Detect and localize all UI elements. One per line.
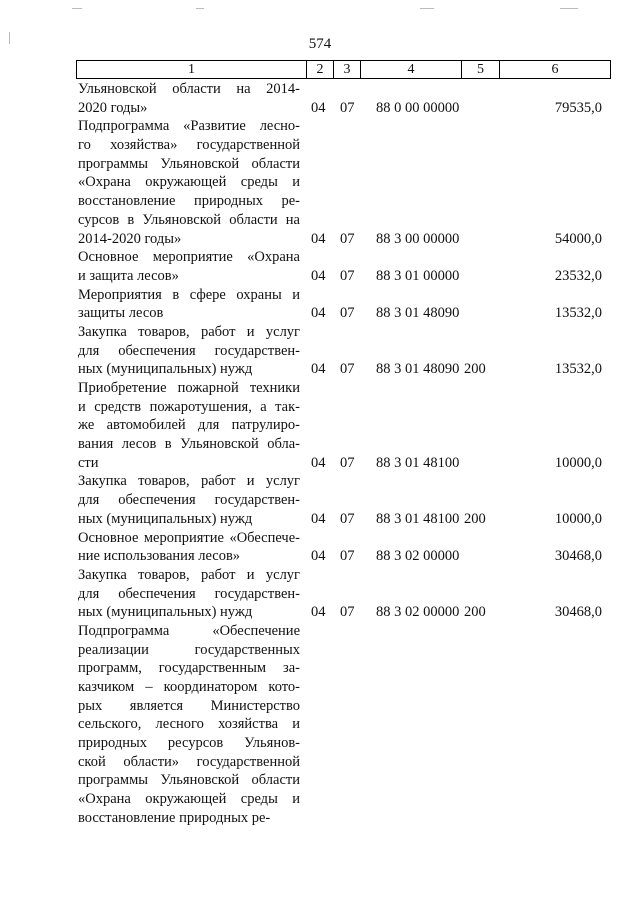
- description-line: Закупка товаров, работ и услуг: [78, 323, 300, 340]
- description-line: и защита лесов»: [78, 267, 179, 284]
- target-article-code: 88 3 02 00000: [376, 604, 460, 621]
- section-code: 04: [311, 361, 326, 378]
- amount-value: 23532,0: [554, 267, 602, 284]
- subsection-code: 07: [340, 454, 355, 471]
- description-line: реализации государственных: [78, 641, 300, 658]
- description-line: сельского, лесного хозяйства и: [78, 716, 300, 733]
- description-line: Ульяновской области на 2014-: [78, 81, 300, 97]
- table-row: [78, 80, 608, 117]
- row-codes: [78, 809, 608, 828]
- section-code: 04: [311, 548, 326, 565]
- row-codes: [78, 304, 608, 323]
- description-line: ние использования лесов»: [78, 548, 241, 565]
- description-line: программы Ульяновской области: [78, 772, 300, 789]
- target-article-code: 88 3 02 00000: [376, 548, 460, 565]
- description-line: защиты лесов: [78, 305, 164, 322]
- row-codes: [78, 267, 608, 286]
- description-line: же автомобилей для патрулиро-: [78, 417, 300, 434]
- description-line: восстановление природных ре-: [78, 809, 271, 826]
- target-article-code: 88 3 01 48100: [376, 510, 460, 527]
- description-line: восстановление природных ре-: [78, 193, 300, 210]
- description-line: го хозяйства» государственной: [78, 137, 300, 154]
- row-codes: [78, 360, 608, 379]
- description-line: 2014-2020 годы»: [78, 230, 182, 247]
- section-code: 04: [311, 305, 326, 322]
- amount-value: 10000,0: [554, 510, 602, 527]
- column-header-4: 4: [361, 61, 462, 79]
- description-line: сти: [78, 454, 99, 471]
- description-line: Мероприятия в сфере охраны и: [78, 286, 300, 303]
- amount-value: 30468,0: [554, 548, 602, 565]
- row-codes: [78, 230, 608, 249]
- row-codes: [78, 99, 608, 118]
- description-line: ных (муниципальных) нужд: [78, 510, 253, 527]
- subsection-code: 07: [340, 604, 355, 621]
- description-line: для обеспечения государствен-: [78, 492, 300, 509]
- target-article-code: 88 3 00 00000: [376, 230, 460, 247]
- section-code: 04: [311, 604, 326, 621]
- subsection-code: 07: [340, 548, 355, 565]
- column-header-3: 3: [334, 61, 361, 79]
- amount-value: 30468,0: [554, 604, 602, 621]
- subsection-code: 07: [340, 510, 355, 527]
- section-code: 04: [311, 99, 326, 116]
- description-line: Основное мероприятие «Охрана: [78, 249, 300, 266]
- scan-artifact: [420, 8, 434, 9]
- row-codes: [78, 603, 608, 622]
- target-article-code: 88 3 01 00000: [376, 267, 460, 284]
- row-description: [78, 622, 300, 828]
- budget-table-body: [78, 80, 608, 828]
- subsection-code: 07: [340, 267, 355, 284]
- target-article-code: 88 3 01 48090: [376, 361, 460, 378]
- expense-type-code: 200: [464, 604, 486, 621]
- description-line: ных (муниципальных) нужд: [78, 604, 253, 621]
- description-line: сурсов в Ульяновской области на: [78, 211, 300, 228]
- target-article-code: 88 0 00 00000: [376, 99, 460, 116]
- row-codes: [78, 454, 608, 473]
- column-header-1: 1: [77, 61, 307, 79]
- target-article-code: 88 3 01 48100: [376, 454, 460, 471]
- table-row: [78, 566, 608, 622]
- column-number-header: [76, 60, 611, 79]
- column-header-5: 5: [462, 61, 500, 79]
- table-row: [78, 286, 608, 323]
- amount-value: 13532,0: [554, 305, 602, 322]
- description-line: программы Ульяновской области: [78, 155, 300, 172]
- description-line: рых является Министерство: [78, 697, 300, 714]
- description-line: ных (муниципальных) нужд: [78, 361, 253, 378]
- description-line: Основное мероприятие «Обеспече-: [78, 529, 300, 546]
- section-code: 04: [311, 267, 326, 284]
- row-codes: [78, 547, 608, 566]
- description-line: Закупка товаров, работ и услуг: [78, 473, 300, 490]
- subsection-code: 07: [340, 99, 355, 116]
- description-line: вания лесов в Ульяновской обла-: [78, 436, 300, 453]
- table-row: [78, 117, 608, 248]
- amount-value: 54000,0: [554, 230, 602, 247]
- description-line: ской области» государственной: [78, 753, 300, 770]
- target-article-code: 88 3 01 48090: [376, 305, 460, 322]
- description-line: «Охрана окружающей среды и: [78, 174, 300, 191]
- scan-artifact: [196, 8, 204, 9]
- expense-type-code: 200: [464, 361, 486, 378]
- section-code: 04: [311, 230, 326, 247]
- column-header-6: 6: [500, 61, 611, 79]
- subsection-code: 07: [340, 361, 355, 378]
- page-number: 574: [308, 36, 332, 52]
- description-line: Приобретение пожарной техники: [78, 380, 300, 396]
- table-row: [78, 622, 608, 828]
- amount-value: 13532,0: [554, 361, 602, 378]
- table-row: [78, 323, 608, 379]
- row-codes: [78, 510, 608, 529]
- table-row: [78, 472, 608, 528]
- description-line: 2020 годы»: [78, 99, 148, 116]
- table-row: [78, 379, 608, 472]
- description-line: Подпрограмма «Обеспечение: [78, 622, 300, 639]
- column-header-2: 2: [307, 61, 334, 79]
- description-line: «Охрана окружающей среды и: [78, 791, 300, 808]
- amount-value: 79535,0: [554, 99, 602, 116]
- description-line: Закупка товаров, работ и услуг: [78, 566, 300, 583]
- description-line: природных ресурсов Ульянов-: [78, 735, 300, 752]
- subsection-code: 07: [340, 305, 355, 322]
- description-line: казчиком – координатором кото-: [78, 679, 300, 695]
- description-line: программ, государственным за-: [78, 660, 300, 677]
- table-row: [78, 248, 608, 285]
- scan-artifact: [72, 8, 82, 9]
- table-row: [78, 529, 608, 566]
- scan-artifact: [560, 8, 578, 9]
- description-line: для обеспечения государствен-: [78, 585, 300, 602]
- description-line: Подпрограмма «Развитие лесно-: [78, 118, 300, 135]
- description-line: и средств пожаротушения, а так-: [78, 398, 300, 415]
- section-code: 04: [311, 510, 326, 527]
- description-line: для обеспечения государствен-: [78, 342, 300, 359]
- amount-value: 10000,0: [554, 454, 602, 471]
- expense-type-code: 200: [464, 510, 486, 527]
- subsection-code: 07: [340, 230, 355, 247]
- section-code: 04: [311, 454, 326, 471]
